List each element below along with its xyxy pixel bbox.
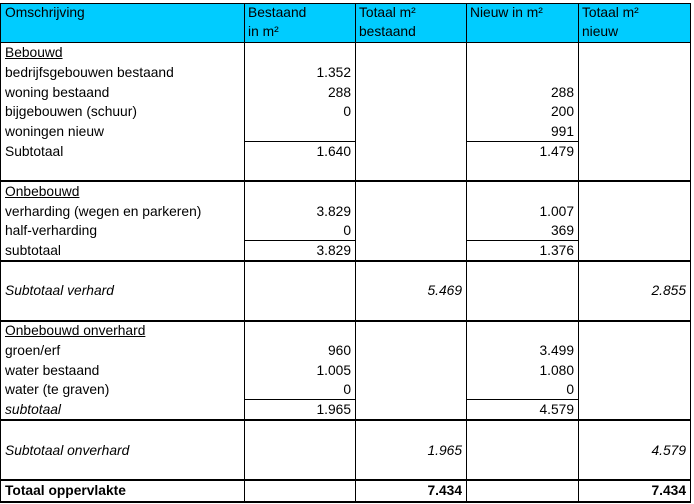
subtotal-nieuw: 1.479	[539, 144, 574, 159]
header-bestaand-unit: in m²	[248, 24, 279, 39]
header-nieuw: Nieuw in m²	[470, 5, 543, 20]
subtotal-label: Subtotaal	[5, 144, 64, 159]
cell-nieuw: 991	[550, 124, 574, 139]
header-bestaand: Bestaand	[248, 5, 307, 20]
subtotal-bestaand: 1.965	[316, 402, 351, 417]
section-title-onverhard: Onbebouwd onverhard	[5, 323, 146, 338]
totaal-nieuw: 7.434	[651, 483, 686, 498]
row-label: water bestaand	[5, 363, 100, 378]
grid-line	[0, 260, 691, 262]
grid-line	[0, 320, 691, 322]
section-title-onbebouwd: Onbebouwd	[5, 184, 80, 199]
row-label: bedrijfsgebouwen bestaand	[5, 65, 174, 80]
grid-line	[355, 3, 356, 503]
cell-bestaand: 288	[327, 85, 351, 100]
cell-bestaand: 0	[343, 382, 351, 397]
cell-bestaand: 3.829	[316, 204, 351, 219]
subtotal-nieuw: 4.579	[539, 402, 574, 417]
subtotaal-verhard-nieuw: 2.855	[651, 283, 686, 298]
subtotal-line	[244, 141, 356, 142]
grid-line	[0, 42, 691, 43]
cell-bestaand: 0	[343, 104, 351, 119]
cell-nieuw: 3.499	[539, 343, 574, 358]
row-label: woningen nieuw	[5, 124, 104, 139]
subtotal-line	[466, 240, 579, 241]
totaal-bestaand: 7.434	[427, 483, 462, 498]
subtotal-line	[466, 141, 579, 142]
cell-bestaand: 0	[343, 223, 351, 238]
subtotal-label: subtotaal	[5, 402, 61, 417]
cell-bestaand: 1.005	[316, 363, 351, 378]
area-table	[0, 3, 691, 503]
section-title-bebouwd: Bebouwd	[5, 45, 63, 60]
grid-line	[0, 501, 691, 503]
totaal-label: Totaal oppervlakte	[5, 483, 126, 498]
cell-nieuw: 1.080	[539, 363, 574, 378]
cell-nieuw: 288	[550, 85, 574, 100]
row-label: woning bestaand	[5, 85, 110, 100]
cell-bestaand: 1.352	[316, 65, 351, 80]
row-label: half-verharding	[5, 223, 98, 238]
header-totaal-nieuw-2: nieuw	[582, 24, 619, 39]
row-label: bijgebouwen (schuur)	[5, 104, 137, 119]
subtotaal-onverhard-nieuw: 4.579	[651, 443, 686, 458]
subtotaal-onverhard-label: Subtotaal onverhard	[5, 443, 130, 458]
cell-bestaand: 960	[327, 343, 351, 358]
header-totaal-nieuw: Totaal m²	[582, 5, 639, 20]
header-omschrijving: Omschrijving	[5, 5, 85, 20]
cell-nieuw: 1.007	[539, 204, 574, 219]
row-label: verharding (wegen en parkeren)	[5, 204, 202, 219]
subtotal-nieuw: 1.376	[539, 243, 574, 258]
subtotal-label: subtotaal	[5, 243, 61, 258]
grid-line	[0, 3, 1, 503]
cell-nieuw: 369	[550, 223, 574, 238]
subtotal-bestaand: 1.640	[316, 144, 351, 159]
cell-nieuw: 0	[566, 382, 574, 397]
header-totaal-bestaand-2: bestaand	[359, 24, 416, 39]
grid-line	[0, 3, 691, 4]
subtotal-line	[466, 399, 579, 400]
subtotal-line	[244, 399, 356, 400]
grid-line	[0, 479, 691, 481]
subtotaal-verhard-label: Subtotaal verhard	[5, 283, 114, 298]
grid-line	[0, 180, 691, 182]
subtotaal-onverhard-bestaand: 1.965	[427, 443, 462, 458]
subtotal-line	[244, 240, 356, 241]
grid-line	[690, 3, 691, 503]
grid-line	[0, 419, 691, 421]
header-totaal-bestaand: Totaal m²	[359, 5, 416, 20]
grid-line	[578, 3, 579, 503]
row-label: groen/erf	[5, 343, 61, 358]
cell-nieuw: 200	[550, 104, 574, 119]
row-label: water (te graven)	[5, 382, 110, 397]
subtotaal-verhard-bestaand: 5.469	[427, 283, 462, 298]
subtotal-bestaand: 3.829	[316, 243, 351, 258]
